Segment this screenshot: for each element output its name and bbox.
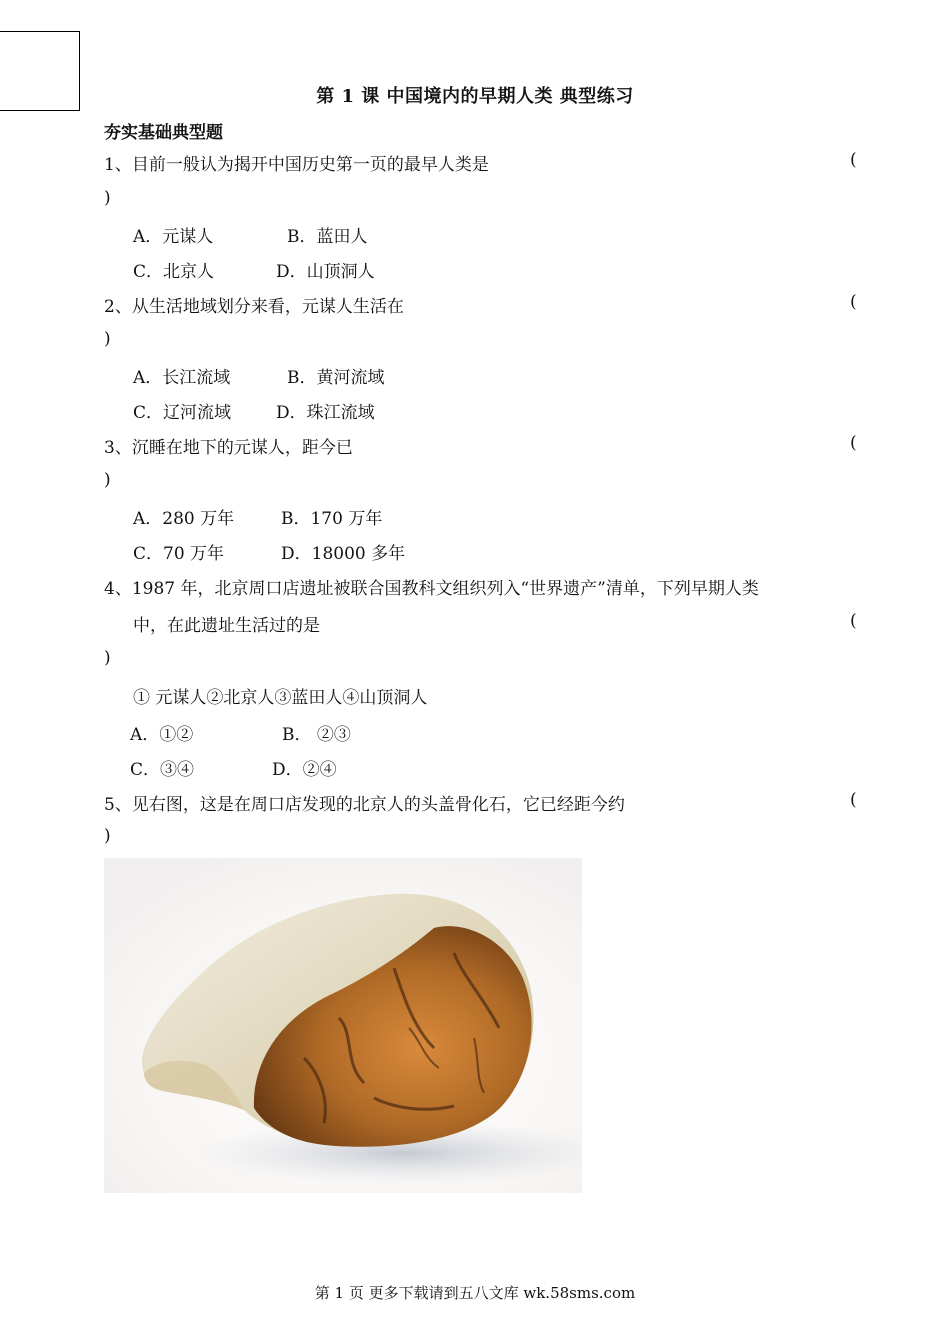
question-4-paren-close: )	[104, 648, 111, 668]
question-3-stem: 3、沉睡在地下的元谋人，距今已	[104, 438, 353, 458]
question-3-option-c: C．70 万年	[133, 544, 225, 564]
section-heading: 夯实基础典型题	[104, 123, 223, 143]
question-5-paren-close: )	[104, 826, 111, 846]
question-5-stem: 5、见右图，这是在周口店发现的北京人的头盖骨化石，它已经距今约	[104, 795, 625, 815]
question-2-option-a: A．长江流域	[133, 368, 231, 388]
page-title: 第 1 课 中国境内的早期人类 典型练习	[316, 86, 634, 107]
question-1-paren-close: )	[104, 188, 111, 208]
question-2-paren-close: )	[104, 329, 111, 349]
question-1-stem: 1、目前一般认为揭开中国历史第一页的最早人类是	[104, 155, 489, 175]
question-4-stem: 4、1987 年，北京周口店遗址被联合国教科文组织列入“世界遗产”清单，下列早期人类	[104, 579, 759, 599]
question-1-option-d: D．山顶洞人	[276, 262, 375, 282]
question-4-option-b: B． ②③	[282, 725, 351, 745]
question-5-paren-open: (	[850, 790, 857, 810]
question-1-paren-open: (	[850, 150, 857, 170]
question-3-option-a: A．280 万年	[133, 509, 235, 529]
question-1-option-b: B．蓝田人	[287, 227, 368, 247]
question-2-option-b: B．黄河流域	[287, 368, 385, 388]
question-1-option-c: C．北京人	[133, 262, 215, 282]
question-4-stem-continued: 中，在此遗址生活过的是	[133, 616, 320, 636]
question-4-option-a: A．①②	[130, 725, 194, 745]
question-1-option-a: A．元谋人	[133, 227, 214, 247]
question-3-option-d: D．18000 多年	[281, 544, 406, 564]
question-2-option-c: C．辽河流域	[133, 403, 232, 423]
question-2-stem: 2、从生活地域划分来看，元谋人生活在	[104, 297, 404, 317]
question-2-paren-open: (	[850, 292, 857, 312]
question-4-paren-open: (	[850, 611, 857, 631]
question-2-option-d: D．珠江流域	[276, 403, 375, 423]
skull-fossil-image	[104, 858, 582, 1193]
footer: 第 1 页 更多下载请到五八文库 wk.58sms.com	[314, 1284, 636, 1302]
question-4-choices: ① 元谋人②北京人③蓝田人④山顶洞人	[133, 688, 428, 708]
question-3-option-b: B．170 万年	[281, 509, 383, 529]
question-4-option-c: C．③④	[130, 760, 195, 780]
question-3-paren-close: )	[104, 470, 111, 490]
question-4-option-d: D．②④	[272, 760, 337, 780]
question-3-paren-open: (	[850, 433, 857, 453]
